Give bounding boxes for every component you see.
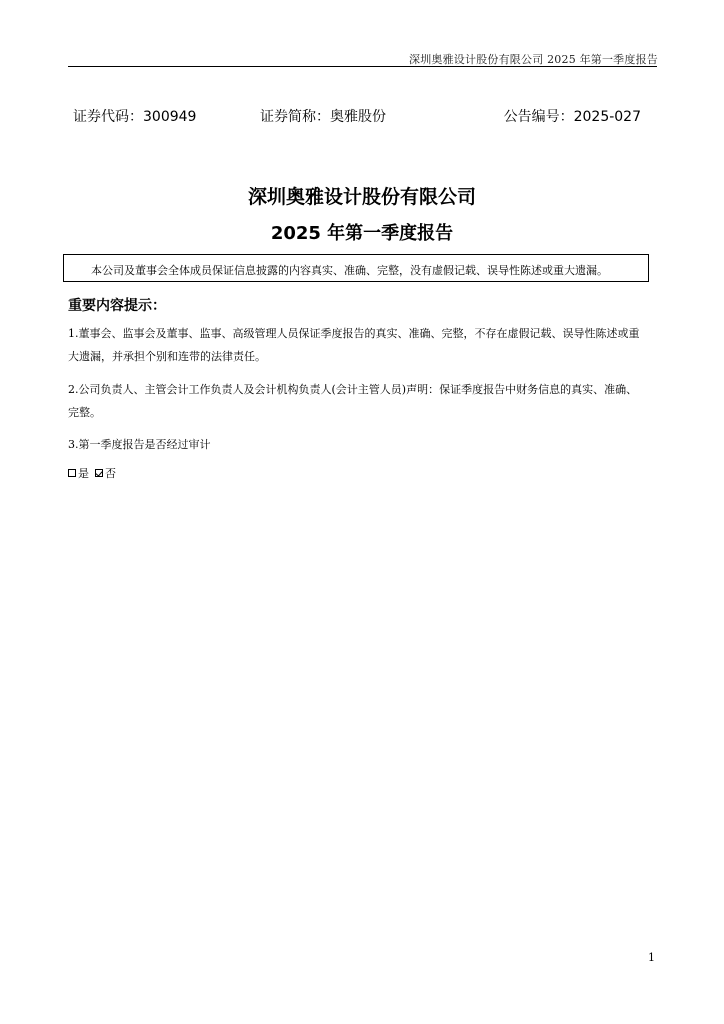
statement-text: 本公司及董事会全体成员保证信息披露的内容真实、准确、完整，没有虚假记载、误导性陈述或重大遗漏。 [91,264,608,277]
audit-choice [68,465,116,481]
statement-box [63,254,649,282]
paragraph-2-line-1: 2.公司负责人、主管会计工作负责人及会计机构负责人(会计主管人员)声明：保证季度报告中财务信息的真实、准确、 [68,383,638,396]
paragraph-1-line-1: 1.董事会、监事会及董事、监事、高级管理人员保证季度报告的真实、准确、完整，不存在虚假记载、误导性陈述或重 [68,327,640,340]
security-short-name: 证券简称：奥雅股份 [260,109,386,125]
checkbox-unchecked-icon [68,469,76,477]
section-heading: 重要内容提示： [68,298,166,314]
header-rule [68,66,657,67]
audit-no-label: 否 [105,467,116,480]
paragraph-1-line-2: 大遗漏，并承担个别和连带的法律责任。 [68,350,266,363]
report-title: 2025 年第一季度报告 [270,223,454,244]
security-code: 证券代码：300949 [73,109,197,125]
announcement-number: 公告编号：2025-027 [503,109,641,125]
checkbox-checked-icon [95,469,103,477]
company-title: 深圳奥雅设计股份有限公司 [247,186,476,208]
audit-yes-label: 是 [78,467,89,480]
paragraph-3: 3.第一季度报告是否经过审计 [68,438,211,451]
paragraph-2-line-2: 完整。 [68,406,101,419]
running-header: 深圳奥雅设计股份有限公司 2025 年第一季度报告 [409,53,658,66]
page-number: 1 [648,951,655,964]
